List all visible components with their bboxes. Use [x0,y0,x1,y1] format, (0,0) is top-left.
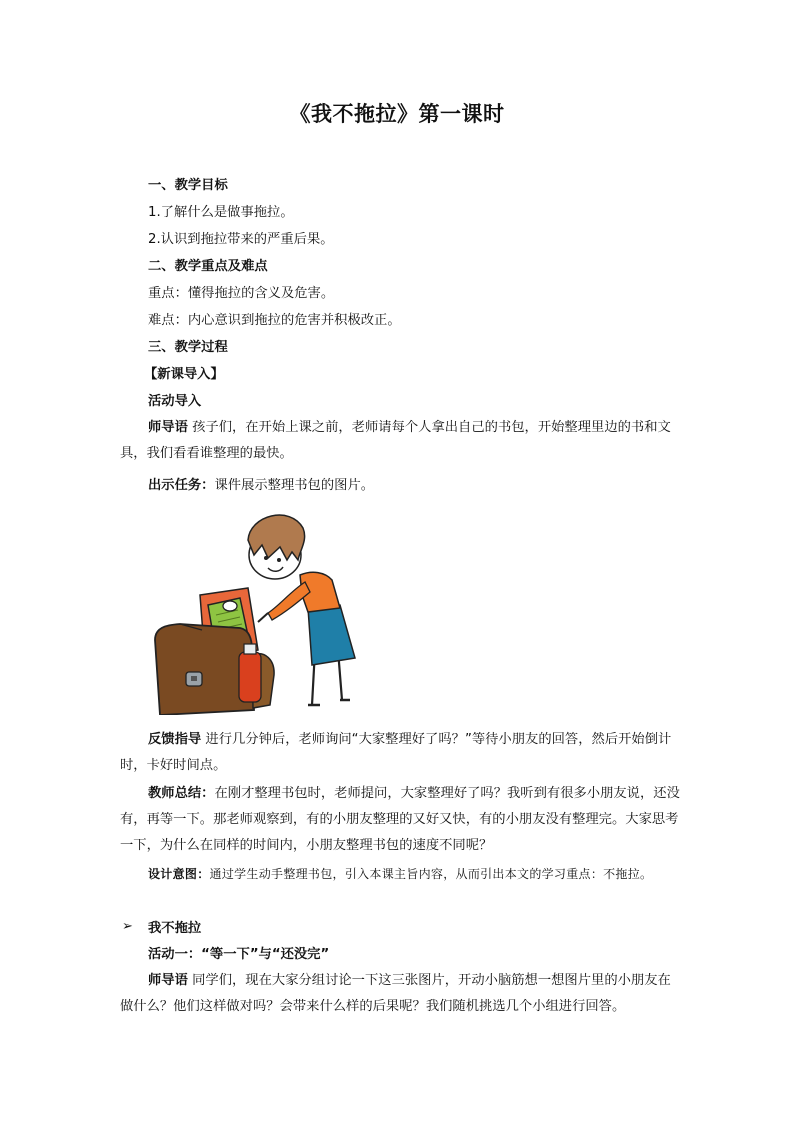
paragraph-text: 在刚才整理书包时，老师提问，大家整理好了吗？我听到有很多小朋友说，还没有，再等一下。那老师观察到，有的小朋友整理的又好又快，有的小朋友没有整理完。大家思考一下，为什么在同样的时间内，小朋友整理书包的速度不同呢？ [120,786,680,853]
paragraph-text: 通过学生动手整理书包，引入本课主旨内容，从而引出本文的学习重点：不拖拉。 [209,867,653,881]
subsection-heading-intro: 【新课导入】 [144,367,224,382]
page-title: 《我不拖拉》第一课时 [289,102,505,126]
paragraph-label: 设计意图： [148,867,210,881]
key-point-label: 重点： [148,286,188,301]
section-heading-key-points: 二、教学重点及难点 [148,259,268,274]
paragraph-design-intent [120,861,680,887]
paragraph-text: 课件展示整理书包的图片。 [214,478,375,493]
goal-item-1: 1.了解什么是做事拖拉。 [148,205,294,220]
section-heading-goals: 一、教学目标 [148,178,228,193]
difficulty-line [148,312,401,330]
paragraph-task [148,477,374,495]
section-heading-process: 三、教学过程 [148,340,228,355]
paragraph-teacher-guide [120,968,680,1020]
key-point-text: 懂得拖拉的含义及危害。 [187,286,335,301]
illustration-packing-bag [140,500,370,715]
key-point-line [148,285,334,303]
paragraph-label: 师导语 [148,420,188,435]
bullet-heading: 我不拖拉 [148,921,202,936]
paragraph-text: 孩子们，在开始上课之前，老师请每个人拿出自己的书包，开始整理里边的书和文具，我们看看谁整理的最快。 [120,420,671,461]
paragraph-label: 师导语 [148,973,188,988]
paragraph-label: 教师总结： [148,786,215,801]
paragraph-teacher-intro [120,415,680,467]
activity-heading: 活动导入 [148,394,202,409]
paragraph-label: 出示任务： [148,478,215,493]
paragraph-teacher-summary [120,781,680,859]
paragraph-text: 同学们，现在大家分组讨论一下这三张图片，开动小脑筋想一想图片里的小朋友在做什么？他们这样做对吗？会带来什么样的后果呢？我们随机挑选几个小组进行回答。 [120,973,671,1014]
difficulty-text: 内心意识到拖拉的危害并积极改正。 [187,313,401,328]
paragraph-text: 进行几分钟后，老师询问“大家整理好了吗？”等待小朋友的回答，然后开始倒计时，卡好时间点。 [120,732,672,773]
difficulty-label: 难点： [148,313,188,328]
paragraph-feedback [120,727,680,779]
goal-item-2: 2.认识到拖拉带来的严重后果。 [148,232,334,247]
paragraph-label: 反馈指导 [148,732,202,747]
activity-one-heading: 活动一：“等一下”与“还没完” [148,947,330,962]
bullet-arrow-icon: ➢ [122,919,133,934]
